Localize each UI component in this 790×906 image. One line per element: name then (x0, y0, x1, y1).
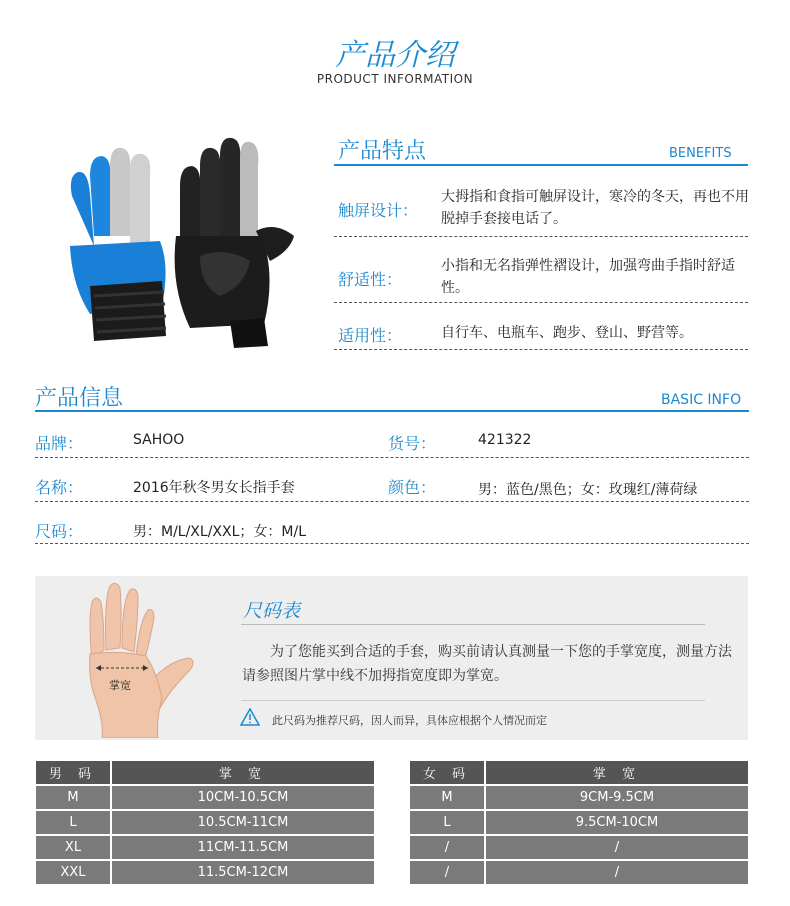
page-subtitle: PRODUCT INFORMATION (316, 72, 474, 86)
hand-measurement-image (40, 580, 210, 738)
benefit-text-comfort: 小指和无名指弹性褶设计，加强弯曲手指时舒适性。 (441, 258, 735, 296)
size-warning-text: 此尺码为推荐尺码，因人而异，具体应根据个人情况而定 (272, 714, 547, 727)
benefits-divider (334, 164, 748, 166)
table-row (36, 811, 374, 834)
benefit-divider (334, 302, 748, 303)
table-cell: 11CM-11.5CM (112, 836, 374, 859)
benefit-text-usage: 自行车、电瓶车、跑步、登山、野营等。 (441, 325, 693, 341)
table-row (410, 811, 748, 834)
table-cell: 11.5CM-12CM (112, 861, 374, 884)
sku-value: 421322 (478, 432, 532, 448)
basic-info-title-en: BASIC INFO (661, 392, 742, 408)
color-label: 颜色： (388, 478, 437, 497)
table-cell: XXL (36, 861, 110, 884)
sku-label: 货号： (388, 434, 437, 453)
table-header-row (410, 761, 748, 784)
table-cell: 9CM-9.5CM (486, 786, 748, 809)
color-value: 男：蓝色/黑色；女：玫瑰红/薄荷绿 (478, 482, 698, 498)
black-glove (175, 138, 294, 348)
info-divider (35, 543, 749, 544)
table-row (36, 861, 374, 884)
table-row (410, 861, 748, 884)
table-cell: 10.5CM-11CM (112, 811, 374, 834)
table-cell: M (36, 786, 110, 809)
info-divider (35, 501, 749, 502)
basic-info-title: 产品信息 (35, 386, 124, 411)
table-row (36, 836, 374, 859)
table-cell: / (486, 861, 748, 884)
size-chart-divider (241, 624, 705, 625)
size-chart-title: 尺码表 (243, 600, 301, 622)
info-divider (35, 457, 749, 458)
warning-icon (240, 708, 260, 726)
size-chart-divider (241, 700, 705, 701)
table-cell: L (36, 811, 110, 834)
table-cell: 10CM-10.5CM (112, 786, 374, 809)
table-header-cell: 女 码 (410, 761, 484, 784)
table-row (410, 836, 748, 859)
benefit-label-touch: 触屏设计： (338, 201, 419, 220)
size-value: 男：M/L/XL/XXL；女：M/L (133, 524, 306, 540)
table-cell: / (410, 861, 484, 884)
table-cell: 9.5CM-10CM (486, 811, 748, 834)
benefit-label-usage: 适用性： (338, 326, 403, 345)
palm-width-label: 掌宽 (109, 679, 131, 692)
benefit-text-touch: 大拇指和食指可触屏设计，寒冷的冬天，再也不用脱掉手套接电话了。 (441, 189, 749, 227)
men-size-table (34, 759, 376, 886)
table-header-cell: 掌 宽 (486, 761, 748, 784)
brand-value: SAHOO (133, 432, 185, 448)
basic-info-divider (35, 410, 749, 412)
table-cell: XL (36, 836, 110, 859)
brand-label: 品牌： (35, 434, 84, 453)
page-title: 产品介绍 (335, 38, 455, 73)
benefits-title: 产品特点 (338, 139, 427, 164)
glove-product-image (50, 136, 320, 351)
blue-glove (70, 148, 166, 341)
benefits-title-en: BENEFITS (669, 146, 732, 161)
table-row (36, 786, 374, 809)
table-cell: M (410, 786, 484, 809)
table-header-cell: 男 码 (36, 761, 110, 784)
benefit-divider (334, 236, 748, 237)
benefit-label-comfort: 舒适性： (338, 270, 403, 289)
name-value: 2016年秋冬男女长指手套 (133, 480, 295, 496)
table-cell: / (486, 836, 748, 859)
size-chart-description: 为了您能买到合适的手套，购买前请认真测量一下您的手掌宽度，测量方法请参照图片掌中线不加拇指宽度即为掌宽。 (242, 644, 732, 684)
table-header-row (36, 761, 374, 784)
women-size-table (408, 759, 750, 886)
table-cell: / (410, 836, 484, 859)
table-header-cell: 掌 宽 (112, 761, 374, 784)
size-label: 尺码： (35, 522, 84, 541)
benefit-divider (334, 349, 748, 350)
name-label: 名称： (35, 478, 84, 497)
table-cell: L (410, 811, 484, 834)
table-row (410, 786, 748, 809)
